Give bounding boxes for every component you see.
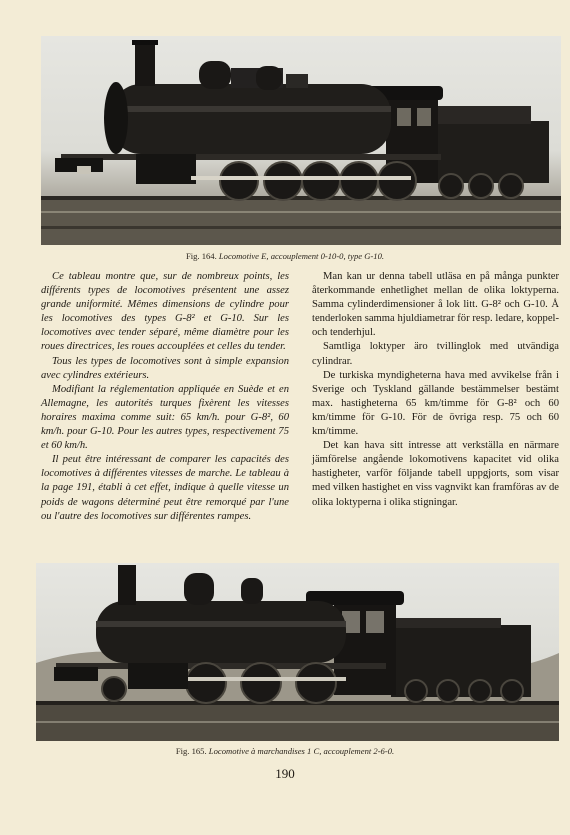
fr-paragraph-2: Tous les types de locomotives sont à simple expansion avec cylindres extérieurs. xyxy=(41,355,289,381)
freight-locomotive-illustration xyxy=(36,563,559,741)
sv-paragraph-1: Man kan ur denna tabell utläsa en på många punkter återkommande enhetlighet mellan de olika loktyperna. Samma cylinderdimensioner å lok litt. G-8² och G-10. Å tenderloken samma hjuldiametrar för resp. ledare, koppel- och tenderhjul. xyxy=(312,271,559,339)
figure-164-label: Fig. 164. xyxy=(185,251,217,261)
sv-paragraph-2: Samtliga loktyper äro tvillinglok med utvändiga cylindrar. xyxy=(312,341,559,367)
fr-paragraph-3: Modifiant la réglementation appliquée en Suède et en Allemagne, les autorités turques fixèrent les vitesses horaires maxima comme suit: 65 km/h. pour G-8², 60 km/h. pour G-10. Pour les autres types, respectivement 75 et 60 km/h. xyxy=(41,383,289,452)
figure-165-caption-text: Locomotive à marchandises 1 C, accouplement 2-6-0. xyxy=(208,746,395,756)
french-text-column xyxy=(41,270,289,524)
sv-paragraph-3: De turkiska myndigheterna hava med avvikelse från i Sverige och Tyskland gällande bestämmelser bestämt max. hastigheterna 65 km/timme för G-8² och 60 km/timme för G-10. För de övriga resp. 75 och 60 km/timme. xyxy=(312,369,559,438)
figure-164-photo xyxy=(41,36,561,245)
fr-paragraph-4: Il peut être intéressant de comparer les capacités des locomotives à différentes vitesses de marche. Le tableau à la page 191, établi à cet effet, indique à quelle vitesse un poids de wagons déterminé peut être remorqué par l'une ou l'autre des locomotives sur différentes rampes. xyxy=(41,454,289,522)
page-number: 190 xyxy=(275,766,295,781)
figure-165-photo xyxy=(36,563,559,741)
fr-paragraph-1: Ce tableau montre que, sur de nombreux points, les différents types de locomotives présentent une assez grande uniformité. Mêmes dimensions de cylindre pour les locomotives des types G-8² et G-10. Sur les locomotives avec tender séparé, même diamètre pour les roues directrices, les roues accouplées et celles du tender. xyxy=(41,271,289,353)
sv-paragraph-4: Det kan hava sitt intresse att verkställa en närmare jämförelse angående lokomotivens kapacitet vid olika hastigheter, varför följande tabell uppgjorts, som visar med vilken hastighet en viss vagnvikt kan framföras av de olika loktyperna i olika stigningar. xyxy=(312,440,559,508)
swedish-text-column xyxy=(312,270,559,510)
figure-164-caption xyxy=(0,251,570,261)
figure-165-label: Fig. 165. xyxy=(175,746,207,756)
figure-165-caption xyxy=(0,746,570,756)
figure-164-caption-text: Locomotive E, accouplement 0-10-0, type G-10. xyxy=(218,251,385,261)
locomotive-e-illustration xyxy=(41,36,561,245)
